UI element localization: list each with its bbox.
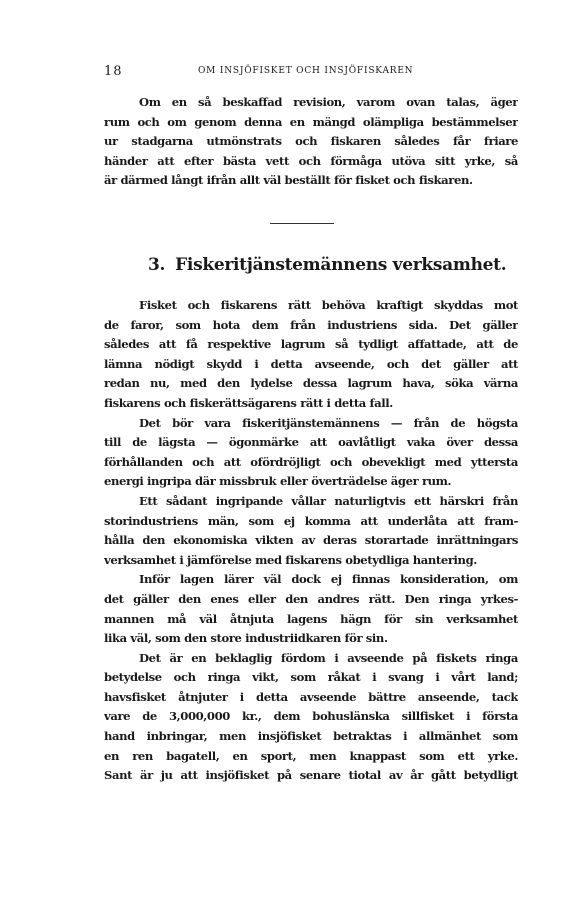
running-head bbox=[104, 64, 518, 80]
text-line: de faror, som hota dem från industriens sida. Det gäller bbox=[104, 317, 518, 332]
text-line: vare de 3,000,000 kr., dem bohuslänska sillfisket i första bbox=[104, 709, 518, 724]
text-line: hand inbringar, men insjöfisket betraktas i allmänhet som bbox=[104, 729, 518, 744]
intro-paragraph bbox=[104, 93, 518, 191]
page-number: 18 bbox=[104, 64, 123, 79]
text-line: Om en så beskaffad revision, varom ovan talas, äger bbox=[139, 95, 518, 109]
text-line: mannen må väl åtnjuta lagens hägn för sin verksamhet bbox=[104, 611, 518, 626]
text-line: är därmed långt ifrån allt väl beställt för fisket och fiskaren. bbox=[104, 173, 473, 188]
text-line: redan nu, med den lydelse dessa lagrum hava, söka värna bbox=[104, 376, 518, 391]
text-line: betydelse och ringa vikt, som råkat i svang i vårt land; bbox=[104, 670, 518, 685]
section-title: Fiskeritjänstemännens verksamhet. bbox=[175, 255, 507, 275]
text-line: ur stadgarna utmönstrats och fiskaren således får friare bbox=[104, 134, 518, 149]
text-line: verksamhet i jämförelse med fiskarens obetydliga hantering. bbox=[104, 552, 477, 567]
text-line: lika väl, som den store industriidkaren för sin. bbox=[104, 631, 388, 646]
text-line: rum och om genom denna en mängd olämpliga bestämmelser bbox=[104, 114, 518, 129]
text-line: havsfisket åtnjuter i detta avseende bättre anseende, tack bbox=[104, 689, 518, 704]
text-line: storindustriens män, som ej komma att underlåta att fram- bbox=[104, 513, 518, 528]
text-line: således att få respektive lagrum så tydligt affattade, att de bbox=[104, 337, 518, 352]
text-line: Sant är ju att insjöfisket på senare tiotal av år gått betydligt bbox=[104, 768, 518, 783]
text-line: energi ingripa där missbruk eller överträdelse äger rum. bbox=[104, 474, 452, 489]
running-title: OM INSJÖFISKET OCH INSJÖFISKAREN bbox=[198, 66, 414, 76]
section-number: 3. bbox=[148, 255, 166, 275]
text-line: det gäller den enes eller den andres rätt. Den ringa yrkes- bbox=[104, 591, 518, 606]
text-line: till de lägsta — ögonmärke att oavlåtligt vaka över dessa bbox=[104, 435, 518, 450]
section-heading bbox=[148, 252, 507, 278]
text-line: förhållanden och att ofördröjligt och obevekligt med yttersta bbox=[104, 454, 518, 469]
text-line: en ren bagatell, en sport, men knappast som ett yrke. bbox=[104, 748, 518, 763]
text-line: händer att efter bästa vett och förmåga utöva sitt yrke, så bbox=[104, 153, 518, 168]
text-line: Det är en beklaglig fördom i avseende på fiskets ringa bbox=[139, 650, 518, 665]
text-line: Det bör vara fiskeritjänstemännens — från de högsta bbox=[139, 415, 518, 430]
text-line: Fisket och fiskarens rätt behöva kraftigt skyddas mot bbox=[139, 298, 518, 312]
text-line: fiskarens och fiskerättsägarens rätt i detta fall. bbox=[104, 395, 393, 410]
text-line: Inför lagen lärer väl dock ej finnas konsideration, om bbox=[139, 572, 518, 587]
text-line: hålla den ekonomiska vikten av deras storartade inrättningars bbox=[104, 533, 518, 548]
section-body bbox=[104, 296, 518, 786]
text-line: Ett sådant ingripande vållar naturligtvis ett härskri från bbox=[139, 493, 518, 508]
text-line: lämna nödigt skydd i detta avseende, och det gäller att bbox=[104, 356, 518, 371]
section-divider bbox=[270, 223, 334, 224]
